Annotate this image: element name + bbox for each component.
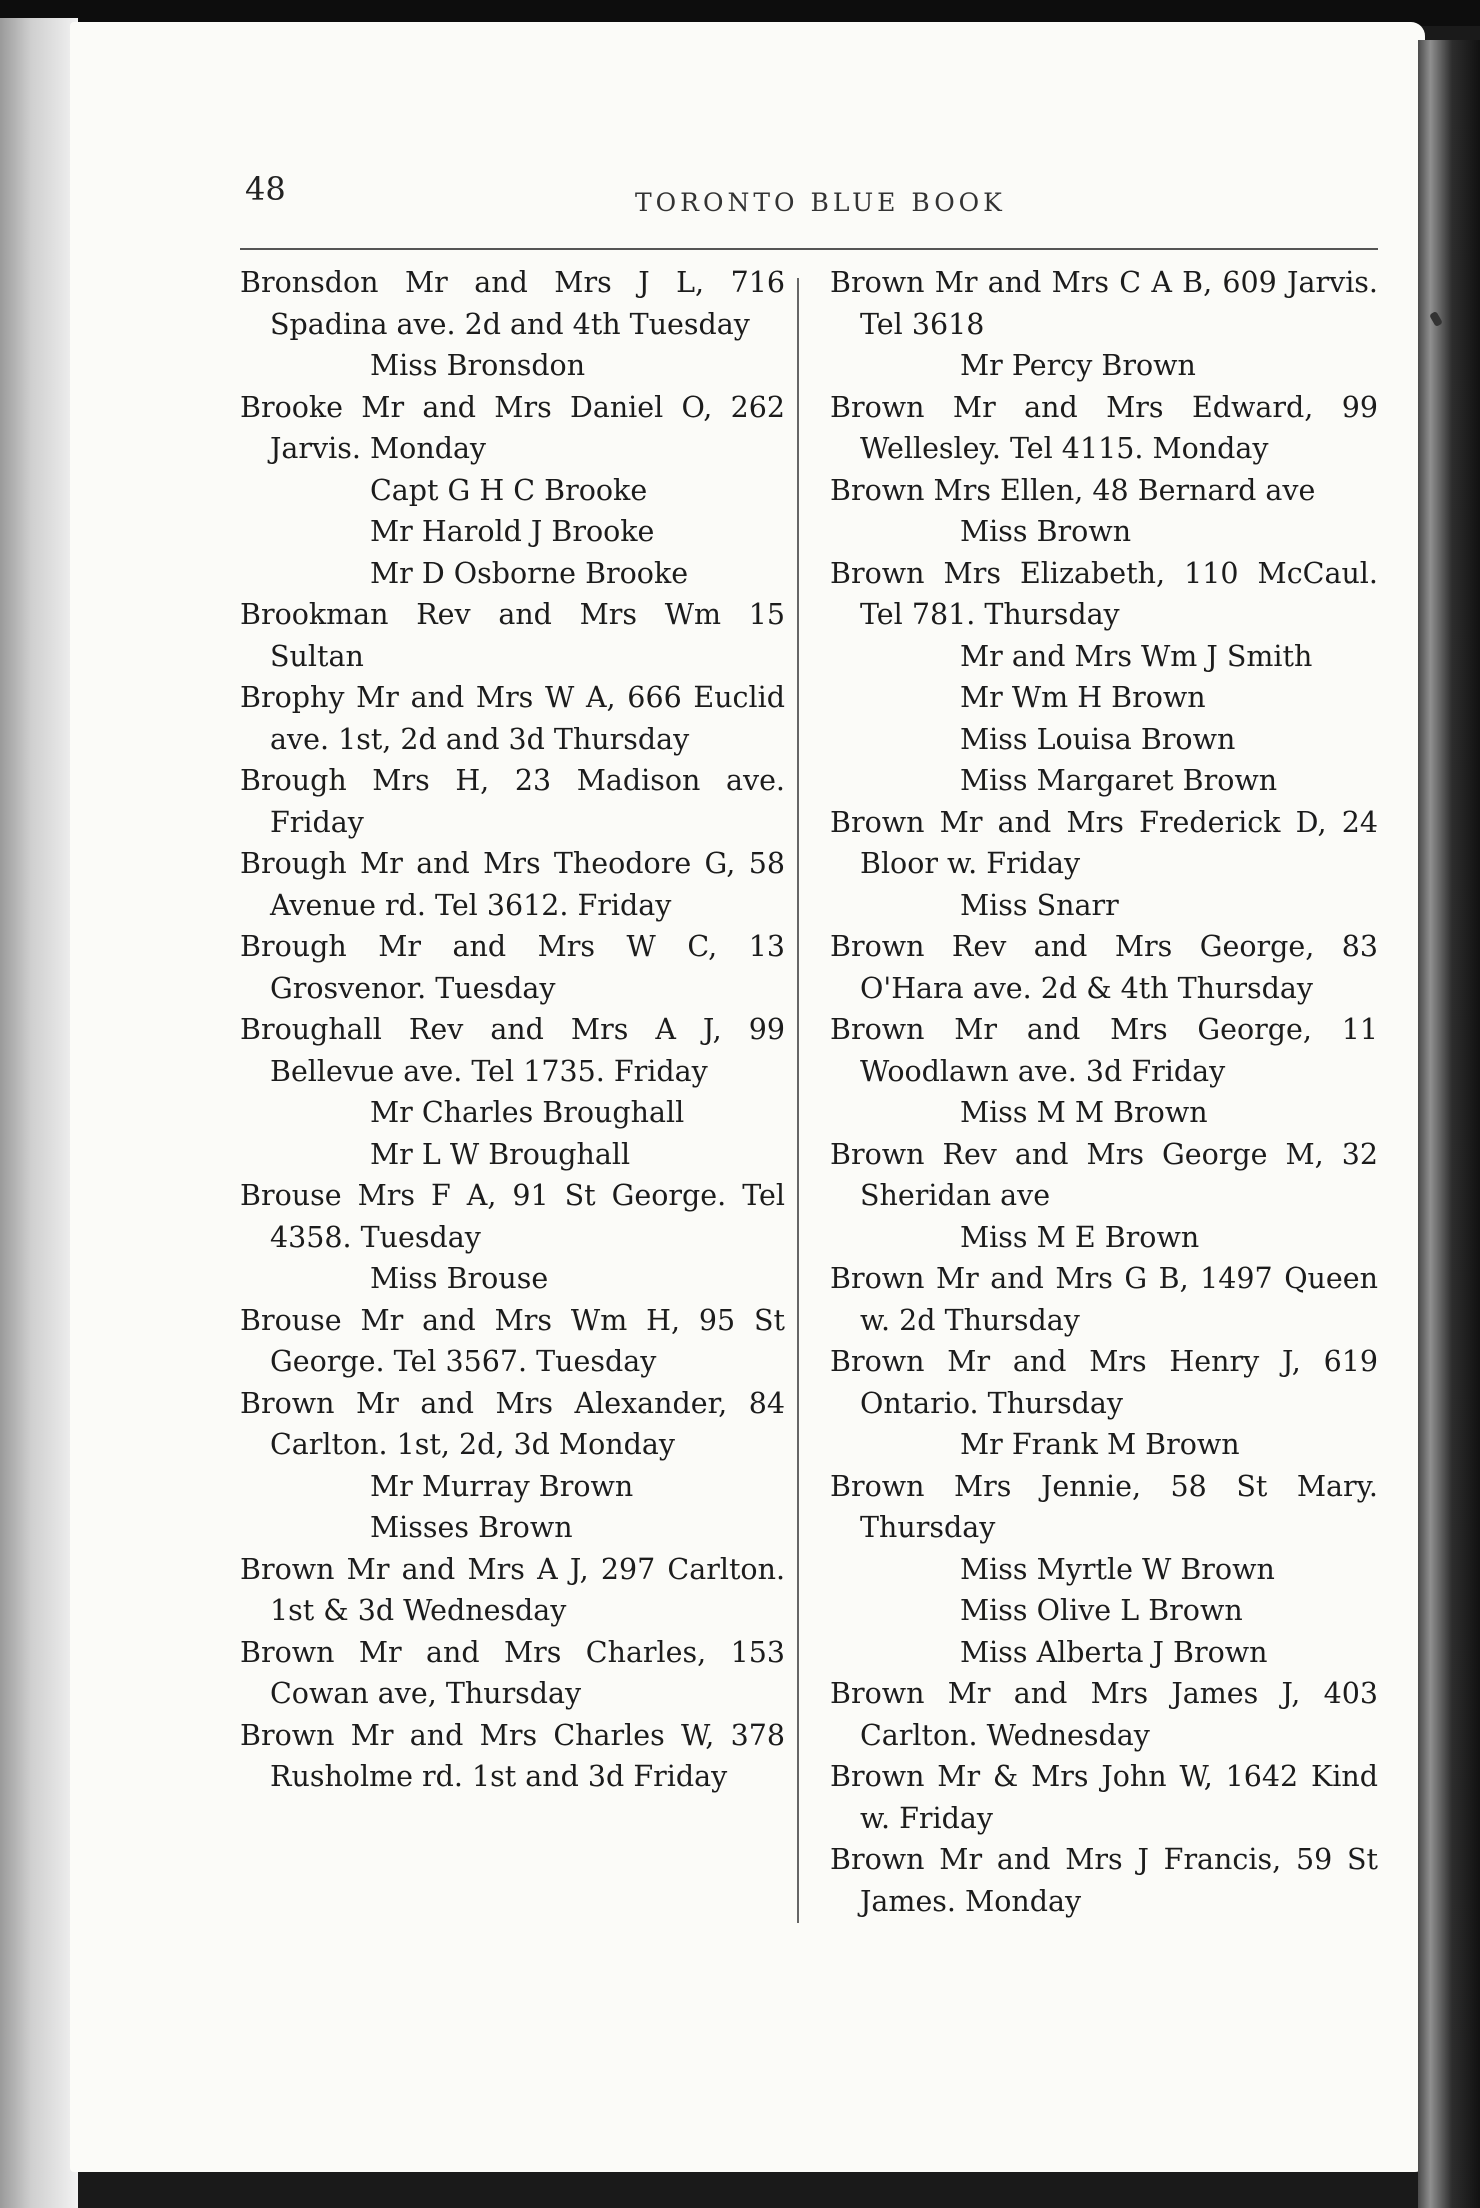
directory-entry [240,760,785,843]
household-member: Miss Brouse [370,1262,549,1295]
entry-heading: Brown Rev and Mrs George, 83 O'Hara ave. 2d & 4th Thursday [830,930,1378,1005]
entry-heading: Brough Mrs H, 23 Madison ave. Friday [240,764,785,839]
household-member: Misses Brown [370,1511,573,1544]
entry-heading: Brooke Mr and Mrs Daniel O, 262 Jarvis. Monday [240,390,785,465]
directory-entry [830,926,1378,1009]
household-member: Mr and Mrs Wm J Smith [960,639,1313,673]
entry-heading: Brouse Mr and Mrs Wm H, 95 St George. Tel 3567. Tuesday [240,1303,785,1378]
entry-heading: Broughall Rev and Mrs A J, 99 Bellevue ave. Tel 1735. Friday [240,1013,785,1088]
entry-heading: Brown Mr and Mrs George, 11 Woodlawn ave. 3d Friday [830,1013,1378,1088]
directory-entry [830,1466,1378,1674]
household-member: Miss Olive L Brown [960,1594,1243,1627]
entry-heading: Brown Mr and Mrs C A B, 609 Jarvis. Tel 3618 [830,266,1378,341]
entry-heading: Brophy Mr and Mrs W A, 666 Euclid ave. 1st, 2d and 3d Thursday [240,681,785,756]
directory-entry [240,1632,785,1715]
household-member: Miss Snarr [960,888,1119,922]
directory-entry [830,1258,1378,1341]
entry-heading: Brough Mr and Mrs W C, 13 Grosvenor. Tuesday [240,930,785,1005]
household-member: Capt G H C Brooke [370,473,648,507]
entry-heading: Brouse Mrs F A, 91 St George. Tel 4358. Tuesday [240,1179,785,1254]
directory-entry [240,926,785,1009]
household-member: Mr Frank M Brown [960,1428,1240,1461]
entry-heading: Brown Mr and Mrs Charles, 153 Cowan ave, Thursday [240,1635,785,1710]
directory-entry [240,594,785,677]
entry-heading: Brown Mr and Mrs Charles W, 378 Rusholme rd. 1st and 3d Friday [240,1718,785,1793]
entry-heading: Brown Mr and Mrs James J, 403 Carlton. Wednesday [830,1677,1378,1752]
directory-entry [240,1009,785,1175]
household-member: Mr Percy Brown [960,349,1196,382]
directory-entry [240,677,785,760]
household-member: Mr Wm H Brown [960,681,1206,714]
right-column [830,262,1378,1922]
entry-heading: Brown Mr and Mrs Frederick D, 24 Bloor w. Friday [830,805,1378,880]
directory-entry [830,1134,1378,1259]
entry-heading: Brown Mrs Ellen, 48 Bernard ave [830,473,1316,507]
directory-entry [240,1715,785,1798]
household-member: Miss Myrtle W Brown [960,1552,1275,1586]
household-member: Mr D Osborne Brooke [370,556,689,590]
entry-heading: Brown Rev and Mrs George M, 32 Sheridan ave [830,1137,1378,1212]
entry-heading: Brown Mr & Mrs John W, 1642 Kind w. Friday [830,1760,1378,1835]
directory-entry [830,470,1378,553]
directory-entry [830,1009,1378,1134]
directory-entry [830,1341,1378,1466]
directory-entry [240,262,785,387]
directory-entry [830,1673,1378,1756]
entry-heading: Brown Mr and Mrs A J, 297 Carlton. 1st & 3d Wednesday [240,1552,785,1627]
household-member: Mr Harold J Brooke [370,515,655,548]
directory-entry [830,1756,1378,1839]
page-number: 48 [245,170,286,208]
directory-entry [240,1175,785,1300]
entry-heading: Brown Mrs Jennie, 58 St Mary. Thursday [830,1469,1378,1544]
entry-heading: Brough Mr and Mrs Theodore G, 58 Avenue rd. Tel 3612. Friday [240,847,785,922]
household-member: Miss M M Brown [960,1096,1208,1129]
directory-entry [240,1300,785,1383]
directory-entry [240,843,785,926]
household-member: Miss Margaret Brown [960,764,1278,797]
page-stack-edge [1418,40,1480,2208]
household-member: Miss M E Brown [960,1220,1200,1254]
household-member: Mr L W Broughall [370,1137,631,1171]
entry-heading: Bronsdon Mr and Mrs J L, 716 Spadina ave. 2d and 4th Tuesday [240,266,785,341]
entry-heading: Brown Mr and Mrs Alexander, 84 Carlton. 1st, 2d, 3d Monday [240,1386,785,1461]
entry-heading: Brown Mr and Mrs Henry J, 619 Ontario. Thursday [830,1345,1378,1420]
entry-heading: Brown Mr and Mrs G B, 1497 Queen w. 2d Thursday [830,1262,1378,1337]
household-member: Mr Murray Brown [370,1469,634,1503]
entry-heading: Brown Mr and Mrs Edward, 99 Wellesley. Tel 4115. Monday [830,390,1378,465]
directory-entry [830,553,1378,802]
column-divider [797,278,799,1923]
running-head: TORONTO BLUE BOOK [635,188,1006,217]
directory-entry [240,387,785,595]
directory-entry [830,802,1378,927]
book-gutter [0,18,78,2208]
entry-heading: Brown Mrs Elizabeth, 110 McCaul. Tel 781. Thursday [830,556,1378,631]
household-member: Miss Louisa Brown [960,722,1236,756]
directory-entry [830,1839,1378,1922]
directory-entry [830,387,1378,470]
header-rule [240,248,1378,250]
directory-entry [240,1549,785,1632]
household-member: Mr Charles Broughall [370,1096,685,1129]
directory-entry [830,262,1378,387]
household-member: Miss Bronsdon [370,349,586,382]
directory-entry [240,1383,785,1549]
entry-heading: Brown Mr and Mrs J Francis, 59 St James. Monday [830,1843,1378,1918]
household-member: Miss Alberta J Brown [960,1635,1268,1669]
entry-heading: Brookman Rev and Mrs Wm 15 Sultan [240,598,785,673]
left-column [240,262,785,1798]
household-member: Miss Brown [960,515,1132,548]
